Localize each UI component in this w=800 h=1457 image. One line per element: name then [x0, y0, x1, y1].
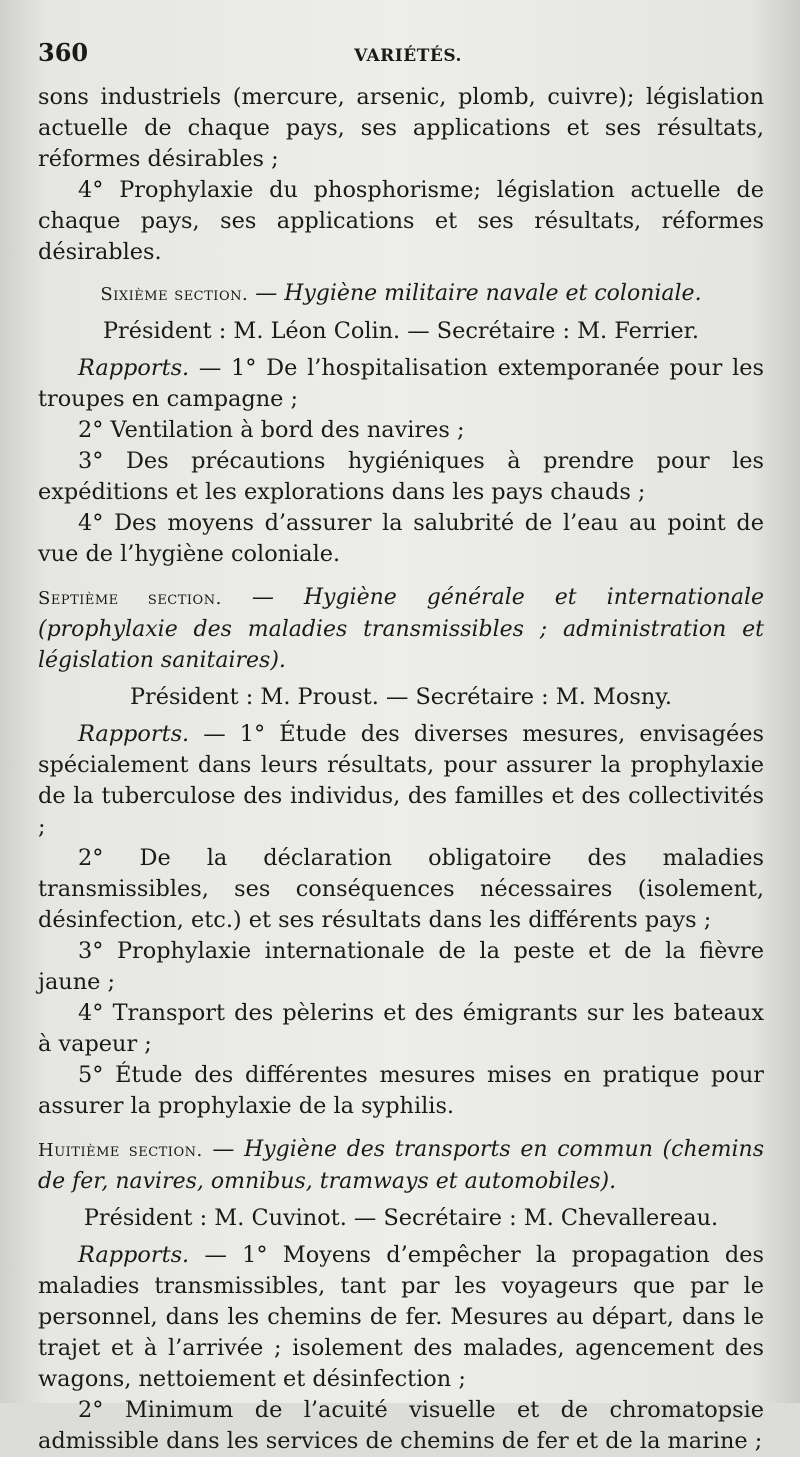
page-number: 360: [38, 38, 89, 67]
officers-line: Président : M. Léon Colin. — Secrétaire : M. Ferrier.: [102, 318, 700, 344]
report-item: [38, 719, 764, 843]
report-item: 2° Minimum de l’acuité visuelle et de chromatopsie admissible dans les services de chemins de fer et de la marine ;: [38, 1397, 764, 1454]
report-item: [38, 1240, 764, 1395]
reports-label: Rapports.: [78, 355, 190, 381]
paragraph: sons industriels (mercure, arsenic, plomb, cuivre); législation actuelle de chaque pays, ses applications et ses résultats, réformes désirables ;: [38, 84, 764, 172]
paragraph: 4° Prophylaxie du phosphorisme; législation actuelle de chaque pays, ses applications et ses résultats, réformes désirables.: [38, 177, 764, 265]
section-title: — Hygiène générale et internationale (prophylaxie des maladies transmissibles ; administration et législation sanitaires).: [38, 585, 764, 673]
report-item: 4° Des moyens d’assurer la salubrité de l’eau au point de vue de l’hygiène coloniale.: [38, 510, 764, 567]
report-item: [38, 353, 764, 415]
section-label: Huitième section.: [38, 1140, 203, 1161]
section-heading: [38, 278, 764, 310]
officers-line: Président : M. Cuvinot. — Secrétaire : M. Chevallereau.: [83, 1205, 719, 1231]
report-item: 3° Des précautions hygiéniques à prendre pour les expéditions et les explorations dans les pays chauds ;: [38, 448, 764, 505]
report-item: 2° De la déclaration obligatoire des maladies transmissibles, ses conséquences nécessaires (isolement, désinfection, etc.) et ses résultats dans les différents pays ;: [38, 845, 764, 933]
report-item: 4° Transport des pèlerins et des émigrants sur les bateaux à vapeur ;: [38, 1000, 764, 1057]
section-heading: [38, 1134, 764, 1197]
reports-label: Rapports.: [78, 1242, 190, 1268]
section-title: — Hygiène des transports en commun (chemins de fer, navires, omnibus, tramways et automobiles).: [38, 1137, 764, 1194]
page-header: [38, 38, 764, 82]
report-item: 5° Étude des différentes mesures mises en pratique pour assurer la prophylaxie de la syphilis.: [38, 1062, 764, 1119]
section-label: Septième section.: [38, 588, 222, 609]
running-title: VARIÉTÉS.: [354, 46, 462, 66]
officers-line: Président : M. Proust. — Secrétaire : M. Mosny.: [129, 684, 673, 710]
section-label: Sixième section.: [100, 284, 249, 305]
reports-label: Rapports.: [78, 721, 190, 747]
text-column: [38, 38, 764, 1457]
report-text: — 1° Étude des diverses mesures, envisagées spécialement dans leurs résultats, pour assurer la prophylaxie de la tuberculose des individus, des familles et des collectivités ;: [38, 721, 764, 840]
report-item: 3° Prophylaxie internationale de la peste et de la fièvre jaune ;: [38, 938, 764, 995]
report-text: — 1° De l’hospitalisation extemporanée pour les troupes en campagne ;: [38, 355, 764, 412]
section-heading: [38, 582, 764, 676]
section-title: — Hygiène militaire navale et coloniale.: [255, 281, 702, 306]
report-item: 2° Ventilation à bord des navires ;: [78, 417, 465, 443]
report-text: — 1° Moyens d’empêcher la propagation des maladies transmissibles, tant par les voyageurs que par le personnel, dans les chemins de fer. Mesures au départ, dans le trajet et à l’arrivée ; isolement des malades, agencement des wagons, nettoiement et désinfection ;: [38, 1242, 764, 1392]
